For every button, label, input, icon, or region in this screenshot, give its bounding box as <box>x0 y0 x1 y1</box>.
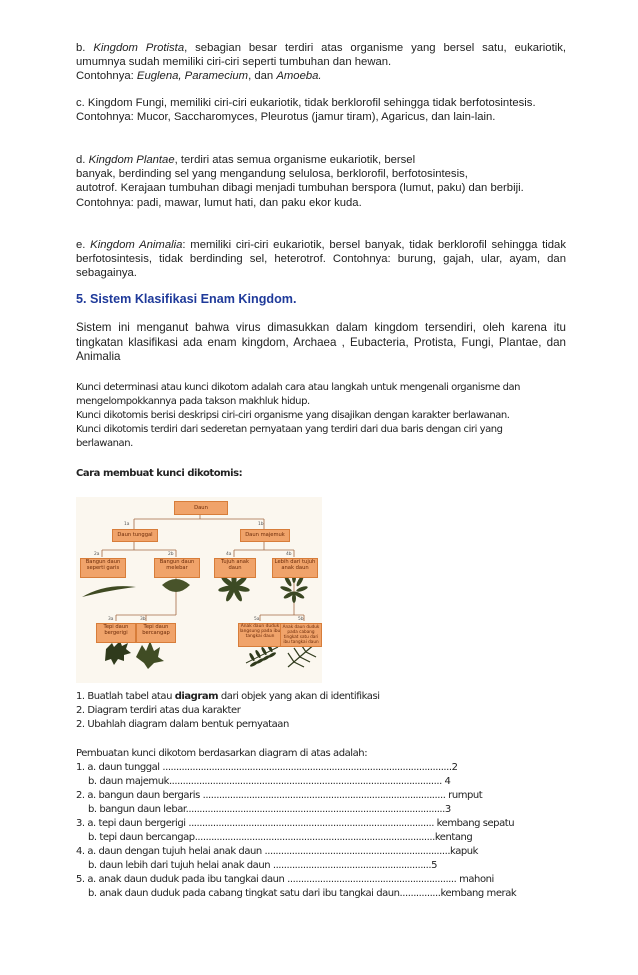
node-tag: 1a <box>124 522 130 527</box>
paragraph-animalia <box>76 238 566 281</box>
text-line: berlawanan. <box>76 438 133 449</box>
node-5a <box>238 623 282 647</box>
text-line: Kunci determinasi atau kunci dikotom adalah cara atau langkah untuk mengenali organisme dan <box>76 382 521 393</box>
key-row: 3. a. tepi daun bergerigi .......................................................................................... kembang sepatu <box>76 818 515 829</box>
node-tag: 2a <box>94 552 100 557</box>
node-label: Bangun daun melebar <box>159 559 195 571</box>
node-tag: 1b <box>258 522 264 527</box>
node-1b <box>240 529 290 542</box>
section-title: Sistem Klasifikasi Enam Kingdom. <box>90 292 297 306</box>
key-row: 5. a. anak daun duduk pada ibu tangkai daun .............................................................. mahoni <box>76 874 494 885</box>
example-text: Contohnya: Mucor, Saccharomyces, Pleurotus (jamur tiram), Agaricus, dan lain-lain. <box>76 111 496 124</box>
node-2b <box>154 558 200 578</box>
paragraph-protista <box>76 41 566 84</box>
key-row: b. daun majemuk.................................................................................................... 4 <box>88 776 451 787</box>
step-text: dari objek yang akan di identifikasi <box>218 691 380 702</box>
node-label: Tepi daun bergerigi <box>103 624 129 636</box>
key-row: 4. a. daun dengan tujuh helai anak daun ....................................................................kapuk <box>76 846 479 857</box>
step-bold: diagram <box>174 691 219 702</box>
node-label: Daun <box>194 505 208 511</box>
subheading: Cara membuat kunci dikotomis: <box>76 468 243 479</box>
kingdom-name: Kingdom Protista <box>93 42 185 54</box>
steps-list <box>76 690 566 732</box>
key-row: b. anak daun duduk pada cabang tingkat satu dari ibu tangkai daun...............kembang merak <box>88 888 517 899</box>
key-intro: Pembuatan kunci dikotom berdasarkan diagram di atas adalah: <box>76 748 368 759</box>
paragraph-text: c. Kingdom Fungi, memiliki ciri-ciri eukariotik, tidak berklorofil sehingga tidak berfotosintesis. <box>76 97 536 109</box>
node-tag: 3a <box>108 617 114 622</box>
node-label: Anak daun duduk langsung pada ibu tangkai daun <box>239 624 281 640</box>
node-5b <box>280 623 322 647</box>
example-text: Contohnya: padi, mawar, lumut hati, dan paku ekor kuda. <box>76 196 362 209</box>
node-label: Bangun daun seperti garis <box>85 559 121 571</box>
item-prefix: e. <box>76 239 91 251</box>
step-3: 2. Ubahlah diagram dalam bentuk pernyataan <box>76 719 289 730</box>
node-3b <box>136 623 176 643</box>
node-label: Tepi daun bercangap <box>142 624 170 636</box>
example-last: Amoeba. <box>276 70 322 83</box>
node-label: Daun majemuk <box>245 532 285 538</box>
item-prefix: b. <box>76 42 94 54</box>
key-row: b. bangun daun lebar...............................................................................................3 <box>88 804 451 815</box>
example-names: Euglena, Paramecium <box>136 70 249 83</box>
step-2: 2. Diagram terdiri atas dua karakter <box>76 705 241 716</box>
node-root <box>174 501 228 515</box>
diagram-connectors <box>76 497 322 683</box>
dichotomous-key <box>76 747 566 901</box>
paragraph-text: banyak, berdinding sel yang mengandung selulosa, berklorofil, berfotosintesis, <box>76 168 468 181</box>
node-tag: 3b <box>140 617 146 622</box>
step-text: 1. Buatlah tabel atau <box>76 691 175 702</box>
text-line: mengelompokkannya pada takson makhluk hidup. <box>76 396 310 407</box>
paragraph-text: , terdiri atas semua organisme eukariotik, bersel <box>174 154 416 166</box>
section-heading <box>76 292 296 306</box>
kingdom-name: Kingdom Plantae <box>88 154 175 166</box>
node-4b <box>272 558 318 578</box>
node-3a <box>96 623 136 643</box>
paragraph-text: : memiliki ciri-ciri eukariotik, bersel banyak, tidak berklorofil sehingga tidak berfotosintesis, tidak berdinding sel, heterotrof. Contohnya: burung, gajah, ular, ayam, dan sebagainya. <box>76 239 566 280</box>
node-label: Tujuh anak daun <box>221 559 249 571</box>
paragraph-plantae <box>76 153 566 210</box>
wide-leaf-icon <box>162 579 190 592</box>
dichotomous-key-diagram <box>76 497 322 683</box>
lobed-leaf-icon <box>136 641 164 669</box>
key-row: b. tepi daun bercangap........................................................................................kentang <box>88 832 473 843</box>
node-2a <box>80 558 126 578</box>
kingdom-name: Kingdom Animalia <box>90 239 183 251</box>
paragraph-text: , sebagian besar terdiri atas organisme yang bersel satu, eukariotik, umumnya sudah memiliki ciri-ciri seperti tumbuhan dan hewan. <box>76 42 566 69</box>
example-label: Contohnya: <box>76 70 137 83</box>
item-prefix: d. <box>76 154 89 166</box>
key-row: 2. a. bangun daun bergaris ......................................................................................... rumput <box>76 790 483 801</box>
step-1 <box>76 690 566 704</box>
section-number: 5. <box>76 292 91 306</box>
key-row: b. daun lebih dari tujuh helai anak daun ..........................................................5 <box>88 860 438 871</box>
node-tag: 5b <box>298 617 304 622</box>
node-tag: 4a <box>226 552 232 557</box>
key-row: 1. a. daun tunggal ..........................................................................................................2 <box>76 762 458 773</box>
node-tag: 4b <box>286 552 292 557</box>
section-body <box>76 321 566 365</box>
node-tag: 5a <box>254 617 260 622</box>
dikotom-definition <box>76 381 566 451</box>
example-connector: , dan <box>248 70 277 83</box>
node-label: Daun tunggal <box>117 532 153 538</box>
node-label: Lebih dari tujuh anak daun <box>274 559 316 571</box>
paragraph-text: Sistem ini menganut bahwa virus dimasukkan dalam kingdom tersendiri, oleh karena itu tingkatan klasifikasi ada enam kingdom, Archaea , Eubacteria, Protista, Fungi, Plantae, dan Animalia <box>76 321 566 364</box>
node-label: Anak daun duduk pada cabang tingkat satu dari ibu tangkai daun <box>282 624 320 644</box>
node-4a <box>214 558 256 578</box>
grass-leaf-icon <box>82 586 136 597</box>
paragraph-text: autotrof. Kerajaan tumbuhan dibagi menjadi tumbuhan berspora (lumut, paku) dan berbiji. <box>76 182 524 195</box>
node-1a <box>112 529 158 542</box>
paragraph-fungi <box>76 96 566 124</box>
cara-title <box>76 467 566 481</box>
text-line: Kunci dikotomis berisi deskripsi ciri-ciri organisme yang disajikan dengan karakter berlawanan. <box>76 410 510 421</box>
node-tag: 2b <box>168 552 174 557</box>
text-line: Kunci dikotomis terdiri dari sederetan pernyataan yang terdiri dari dua baris dengan ciri yang <box>76 424 503 435</box>
serrated-leaf-icon <box>105 641 131 665</box>
